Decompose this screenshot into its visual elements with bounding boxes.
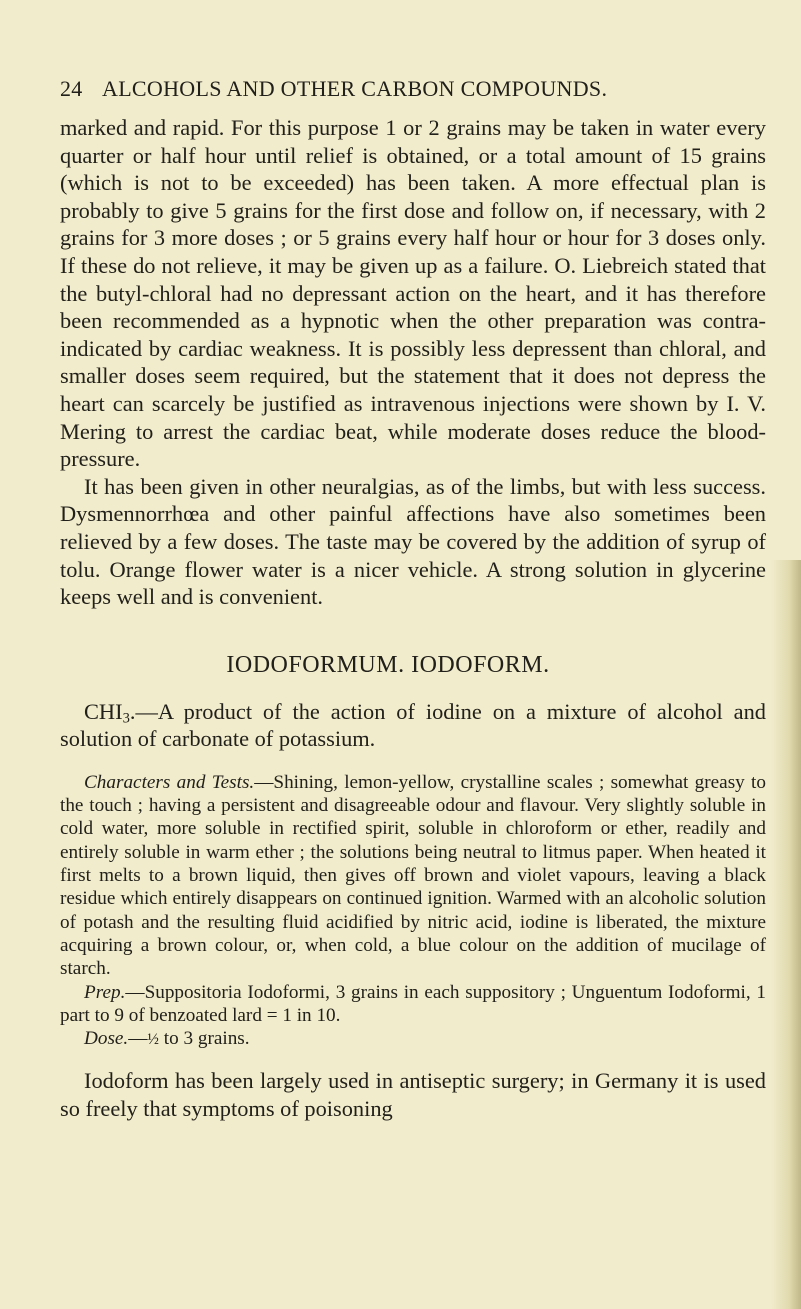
formula-base: CHI — [84, 698, 123, 724]
formula-paragraph — [60, 698, 766, 753]
dose-fraction: ½ — [147, 1031, 159, 1049]
preparations — [60, 981, 766, 1028]
tests-text: —Shining, lemon-yellow, crystalline scales ; somewhat greasy to the touch ; having a persistent and disagreeable odour and flavour. Very slightly soluble in cold water, more soluble in rectified spirit, soluble in chloroform or ether, readily and entirely soluble in warm ether ; the solutions being neutral to litmus paper. When heated it first melts to a brown liquid, then gives off brown and violet vapours, leaving a black residue which entirely disappears on continued ignition. Warmed with an alcoholic solution of potash and the resulting fluid acidified by nitric acid, iodine is liberated, the mixture acquiring a brown colour, or, when cold, a blue colour on the addition of mucilage of starch. — [60, 771, 766, 980]
dose — [60, 1027, 766, 1051]
tests-label: Characters and Tests. — [84, 771, 255, 793]
paragraph-closing: Iodoform has been largely used in antiseptic surgery; in Germany it is used so freely that symptoms of poisoning — [60, 1068, 766, 1122]
prep-text: —Suppositoria Iodoformi, 3 grains in each suppository ; Unguentum Iodoformi, 1 part to 9 of benzoated lard = 1 in 10. — [60, 981, 766, 1026]
prep-label: Prep. — [84, 981, 126, 1003]
page-body — [60, 114, 766, 1123]
paragraph-continuation: marked and rapid. For this purpose 1 or 2 grains may be taken in water every quarter or half hour until relief is obtained, or a total amount of 15 grains (which is not to be exceeded) has been taken. A more effectual plan is probably to give 5 grains for the first dose and follow on, if necessary, with 2 grains for 3 more doses ; or 5 grains every half hour or hour for 3 doses only. If these do not relieve, it may be given up as a failure. O. Liebreich stated that the butyl-chloral had no depressant action on the heart, and it has therefore been recommended as a hypnotic when the other preparation was contra-indicated by cardiac weakness. It is possibly less depressent than chloral, and smaller doses seem required, but the statement that it does not depress the heart can scarcely be justified as intravenous injections were shown by I. V. Mering to arrest the cardiac beat, while moderate doses reduce the blood-pressure. — [60, 115, 766, 472]
running-title: ALCOHOLS AND OTHER CARBON COMPOUNDS. — [102, 76, 608, 101]
characters-and-tests — [60, 771, 766, 981]
paragraph-neuralgias: It has been given in other neuralgias, as of the limbs, but with less success. Dysmennorrhœa and other painful affections have also sometimes been relieved by a few doses. The taste may be covered by the addition of syrup of tolu. Orange flower water is a nicer vehicle. A strong solution in glycerine keeps well and is convenient. — [60, 473, 766, 610]
page-number: 24 — [60, 76, 83, 101]
page-edge-shadow — [771, 560, 801, 1309]
formula-subscript: 3 — [122, 710, 130, 727]
dose-text: to 3 grains. — [158, 1028, 250, 1050]
running-header — [60, 76, 740, 106]
section-heading: IODOFORMUM. IODOFORM. — [226, 651, 550, 678]
dose-dash: — — [128, 1028, 148, 1050]
formula-description: .—A product of the action of iodine on a mixture of alcohol and solution of carbonate of potassium. — [60, 698, 766, 752]
dose-label: Dose. — [84, 1028, 129, 1050]
